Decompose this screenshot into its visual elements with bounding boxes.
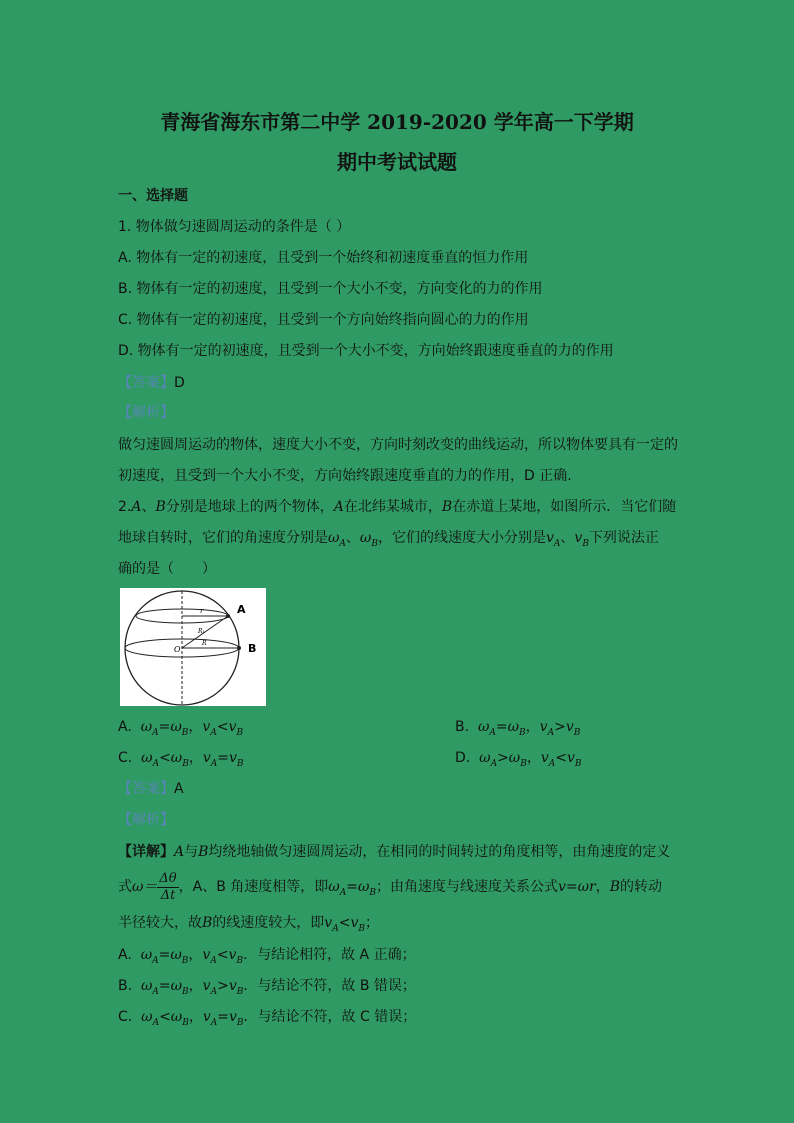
q2-stem-line1: 2.A、B分别是地球上的两个物体，A在北纬某城市，B在赤道上某地，如图所示．当它们随 — [118, 499, 677, 515]
section-heading: 一、选择题 — [118, 188, 188, 204]
q1-option-a: A. 物体有一定的初速度，且受到一个始终和初速度垂直的恒力作用 — [118, 250, 529, 266]
q2-option-a: A. $\omega_A=\omega_B$，$v_A<v_B$ — [118, 719, 244, 738]
q2-option-d: D. $\omega_A>\omega_B$，$v_A<v_B$ — [455, 750, 582, 769]
q1-option-b: B. 物体有一定的初速度，且受到一个大小不变，方向变化的力的作用 — [118, 281, 543, 297]
q2-conclusion-c: C. $\omega_A<\omega_B$，$v_A=v_B$．与结论不符，故 C 错误； — [118, 1009, 417, 1028]
q2-analysis-tag: 【解析】 — [118, 812, 174, 828]
q1-answer — [118, 373, 185, 393]
q2-option-c: C. $\omega_A<\omega_B$，$v_A=v_B$ — [118, 750, 244, 769]
doc-title-line1: 青海省海东市第二中学 2019-2020 学年高一下学期 — [160, 110, 634, 134]
answer-value: D — [174, 375, 185, 391]
figure-label-r1: R₁ — [198, 628, 205, 635]
figure-label-r-big: R — [202, 640, 207, 647]
figure-label-r: r — [200, 607, 204, 615]
q1-analysis-tag: 【解析】 — [118, 405, 174, 421]
q2-detail-line2: 式ω＝ $\frac{\Delta\theta}{\Delta t}$ ，A、B 角速度相等，即$\omega_A=\omega_B$；由角速度与线速度关系公式v=ωr，B的转动 — [118, 870, 663, 903]
figure-label-o: O — [174, 645, 181, 654]
q1-analysis-line1: 做匀速圆周运动的物体，速度大小不变，方向时刻改变的曲线运动，所以物体要具有一定的 — [118, 437, 678, 453]
q1-stem: 1. 物体做匀速圆周运动的条件是（ ） — [118, 219, 351, 235]
answer-tag: 【答案】 — [118, 781, 174, 797]
q2-detail-line3: 半径较大，故B的线速度较大，即$v_A<v_B$； — [118, 915, 379, 934]
doc-title-line2: 期中考试试题 — [337, 150, 457, 174]
figure-label-a: A — [237, 603, 246, 616]
q2-answer — [118, 779, 184, 799]
omega-definition-fraction: $\frac{\Delta\theta}{\Delta t}$ — [159, 870, 177, 903]
answer-tag: 【答案】 — [118, 375, 174, 391]
q2-conclusion-b: B. $\omega_A=\omega_B$，$v_A>v_B$．与结论不符，故 B 错误； — [118, 978, 416, 997]
q1-analysis-line2: 初速度，且受到一个大小不变，方向始终跟速度垂直的力的作用，D 正确. — [118, 468, 572, 484]
q2-stem-line2: 地球自转时，它们的角速度分别是$\omega_A$、$\omega_B$，它们的线速度大小分别是$v_A$、$v_B$下列说法正 — [118, 530, 659, 549]
figure-label-b: B — [248, 642, 257, 655]
q2-option-b: B. $\omega_A=\omega_B$，$v_A>v_B$ — [455, 719, 581, 738]
earth-diagram — [120, 588, 266, 706]
earth-diagram-svg — [120, 588, 266, 706]
q2-stem-line3: 确的是（ ） — [118, 561, 216, 577]
q2-detail-line1: 【详解】A与B均绕地轴做匀速圆周运动，在相同的时间转过的角度相等，由角速度的定义 — [118, 844, 671, 860]
q2-conclusion-a: A. $\omega_A=\omega_B$，$v_A<v_B$．与结论相符，故 A 正确； — [118, 947, 416, 966]
answer-value: A — [174, 781, 184, 797]
q1-option-c: C. 物体有一定的初速度，且受到一个方向始终指向圆心的力的作用 — [118, 312, 529, 328]
detail-tag: 【详解】 — [118, 844, 174, 860]
q1-option-d: D. 物体有一定的初速度，且受到一个大小不变，方向始终跟速度垂直的力的作用 — [118, 343, 614, 359]
